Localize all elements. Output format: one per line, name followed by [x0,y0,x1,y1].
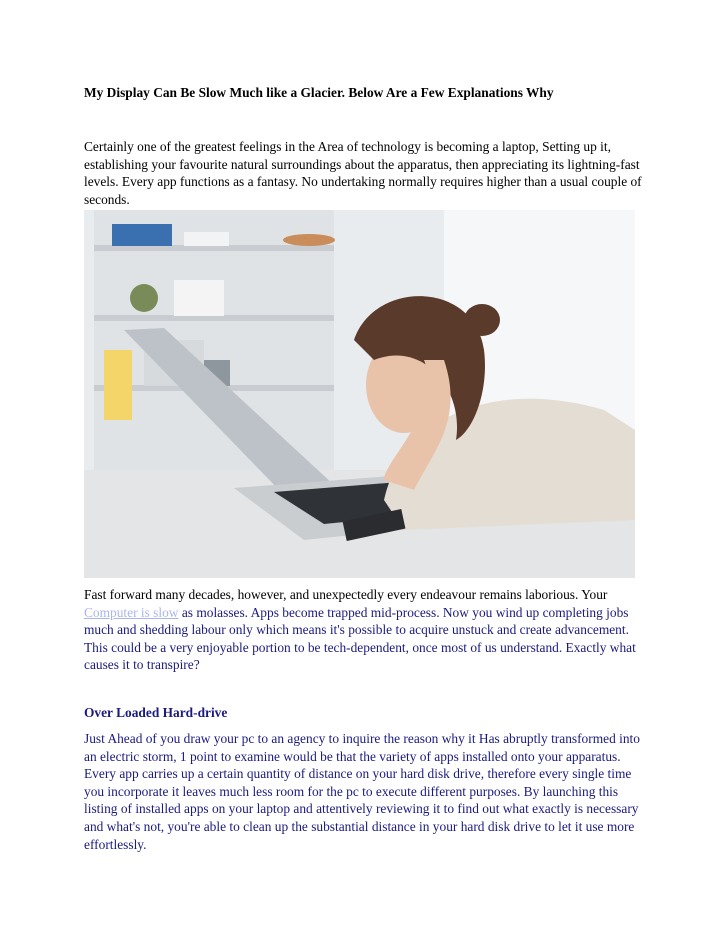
section-heading: Over Loaded Hard-drive [84,705,228,720]
paragraph-2 [84,586,644,674]
photo-plant [130,284,158,312]
paragraph-2-rest: as molasses. Apps become trapped mid-process. Now you wind up completing jobs much and shedding labour only which means it's possible to acquire unstuck and create advancement. This could be a very enjoyable portion to be tech-dependent, once most of us understand. Exactly what causes it to transpire? [84,604,636,673]
computer-slow-link[interactable]: Computer is slow [84,604,179,620]
article-title: My Display Can Be Slow Much like a Glacier. Below Are a Few Explanations Why [84,85,554,100]
photo-blue-box [112,224,172,246]
photo-woman-bun [464,304,500,336]
photo-pencil-cup [104,350,132,420]
intro-paragraph: Certainly one of the greatest feelings in the Area of technology is becoming a laptop, Setting up it, establishing your favourite natural surroundings about the apparatus, then appreciating its lightning-fast levels. Every app functions as a fantasy. No undertaking normally requires higher than a usual couple of seconds. [84,139,642,207]
paragraph-3: Just Ahead of you draw your pc to an agency to inquire the reason why it Has abruptly transformed into an electric storm, 1 point to examine would be that the variety of apps installed onto your apparatus. Every app carries up a certain quantity of distance on your hard disk drive, therefore every single time you incorporate it leaves much less room for the pc to execute different purposes. By launching this listing of installed apps on your laptop and attentively reviewing it to find out what exactly is necessary and what's not, you're able to clean up the substantial distance in your hard disk drive to let it use more effortlessly. [84,731,640,852]
photo-toy-plane [283,234,335,246]
photo-frustrated-woman-laptop [84,210,635,578]
photo-file-boxes [174,280,224,316]
photo-white-box [184,232,229,246]
paragraph-2-lead: Fast forward many decades, however, and unexpectedly every endeavour remains laborious. Your [84,587,608,602]
